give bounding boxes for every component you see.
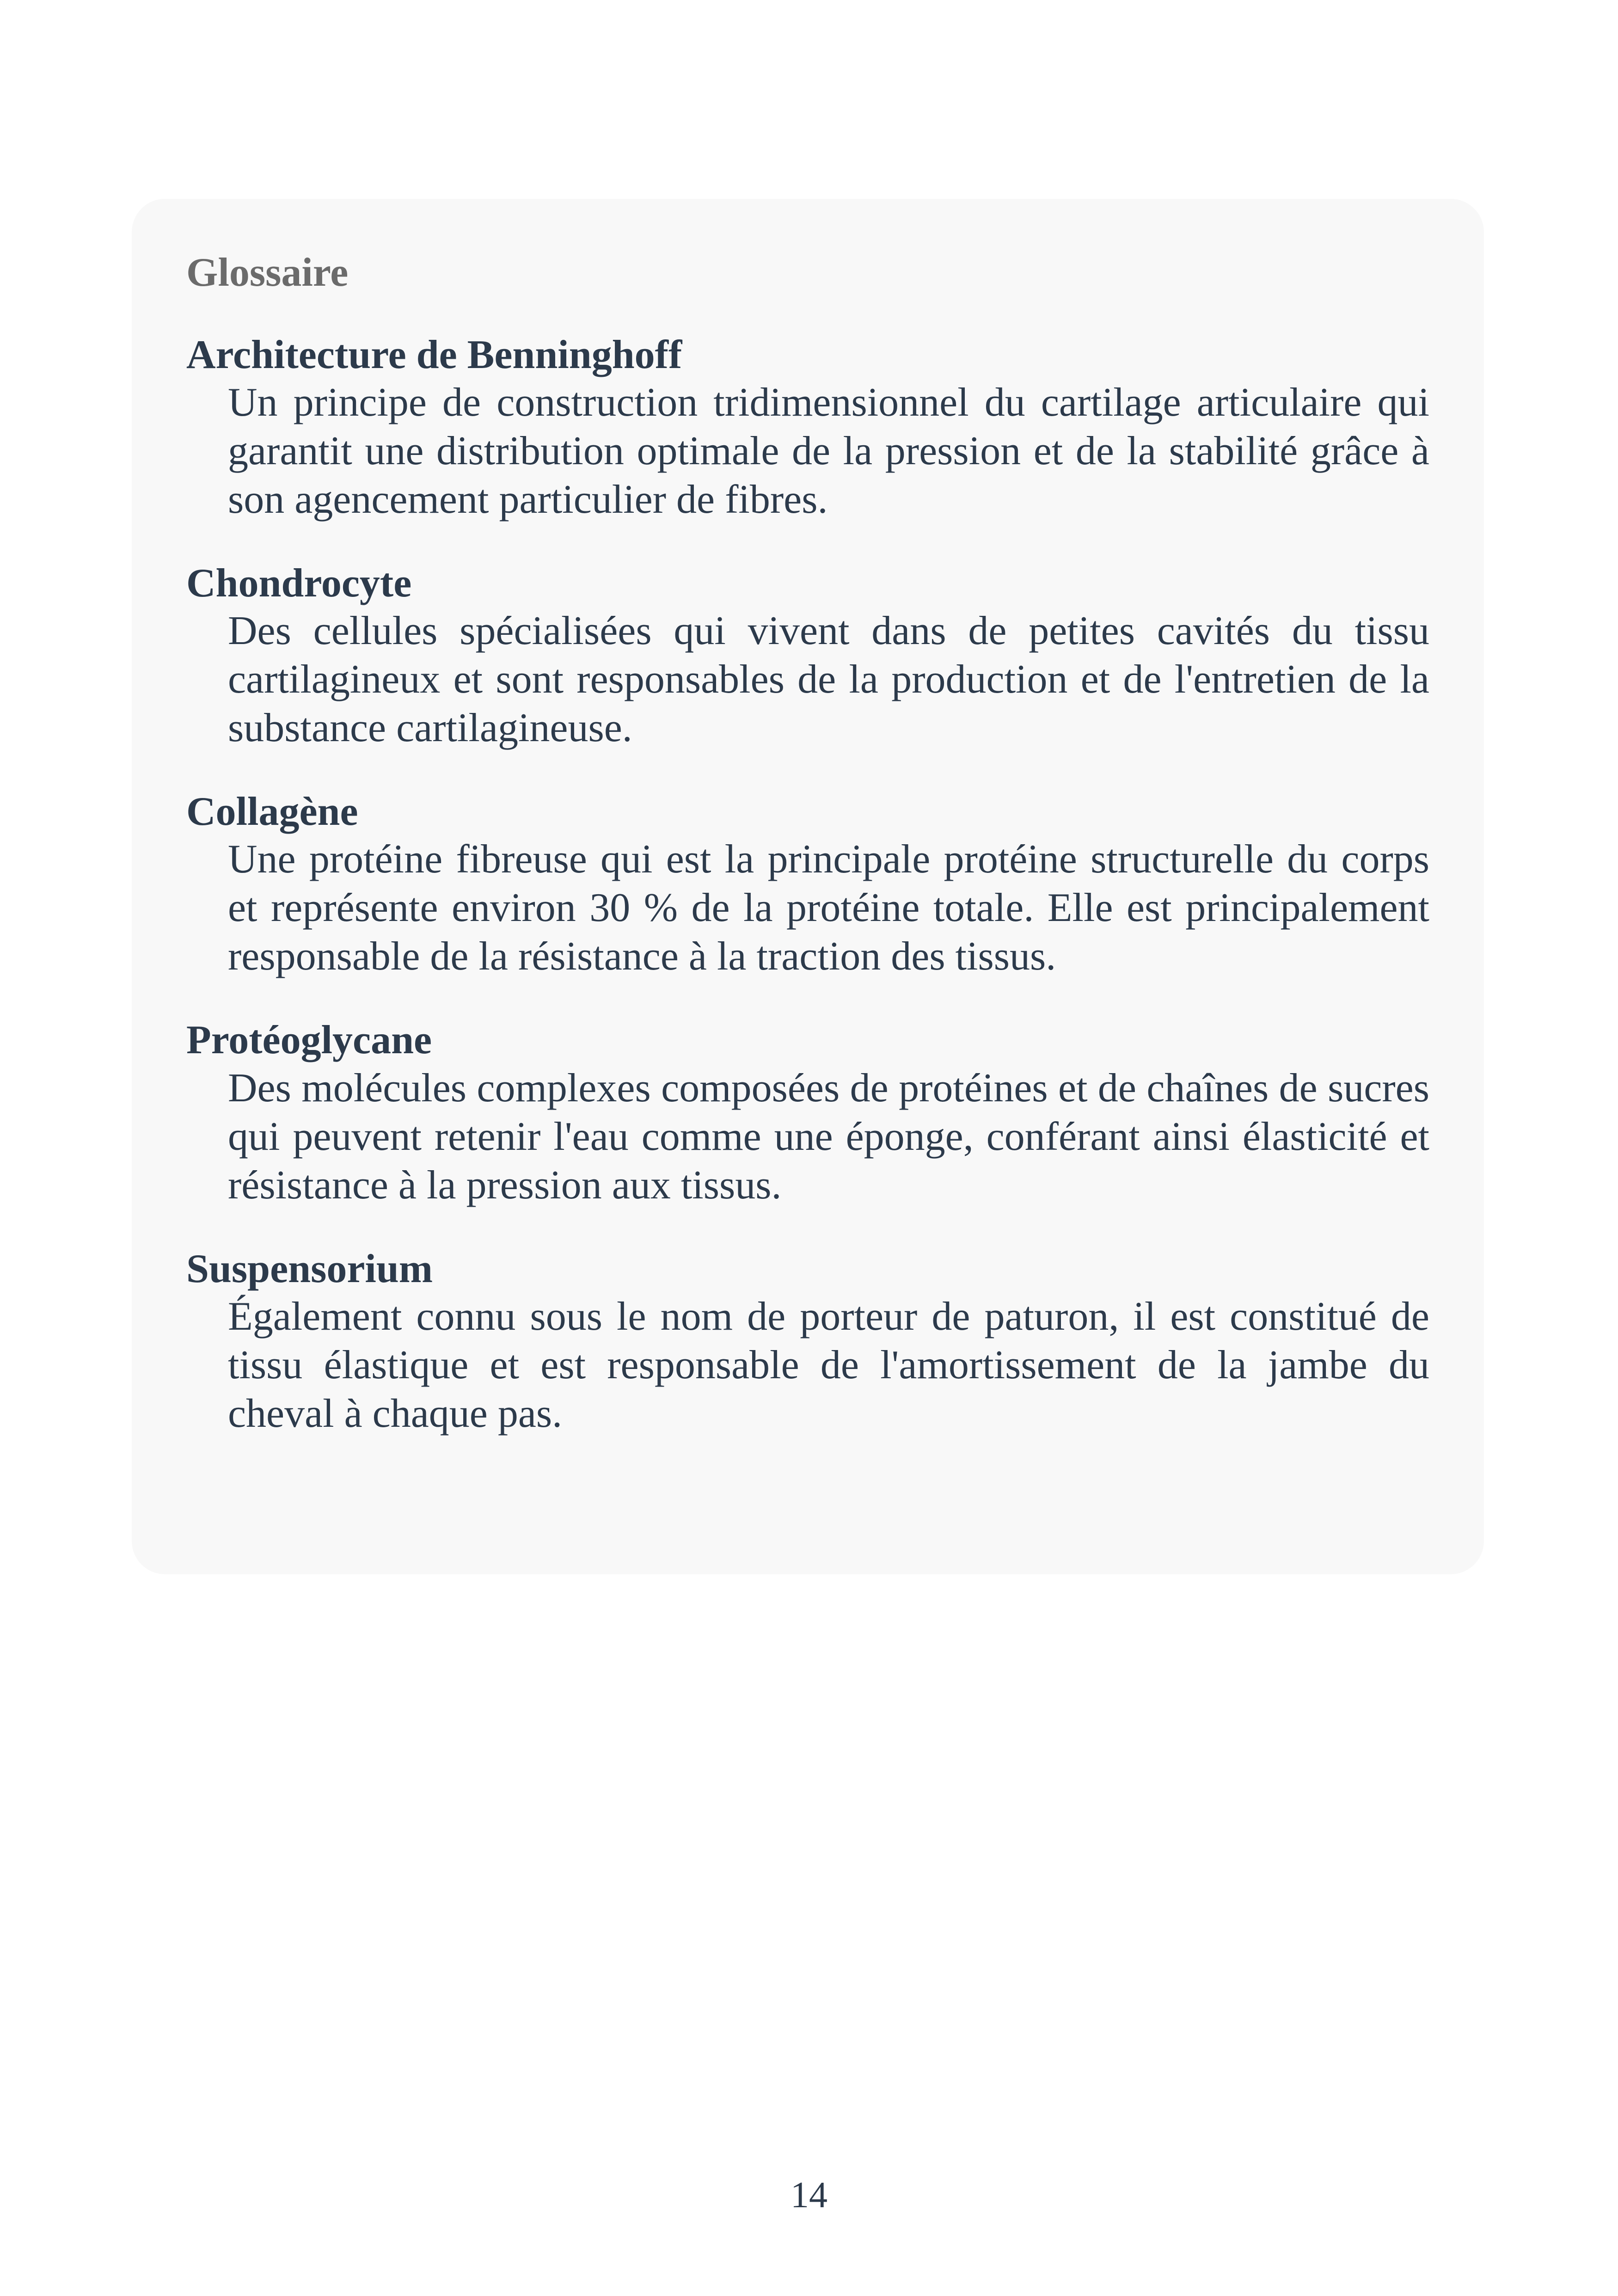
glossary-entry bbox=[186, 332, 1429, 524]
glossary-definition: Également connu sous le nom de porteur de paturon, il est constitué de tissu élastique et est responsable de l'amortissement de la jambe du cheval à chaque pas. bbox=[228, 1294, 1429, 1436]
glossary-term: Suspensorium bbox=[186, 1246, 433, 1291]
glossary-definition: Un principe de construction tridimensionnel du cartilage articulaire qui garantit une distribution optimale de la pression et de la stabilité grâce à son agencement particulier de fibres. bbox=[228, 380, 1429, 522]
glossary-entry bbox=[186, 788, 1429, 981]
glossary-entry bbox=[186, 1017, 1429, 1209]
glossary-definition: Des molécules complexes composées de protéines et de chaînes de sucres qui peuvent retenir l'eau comme une éponge, conférant ainsi élasticité et résistance à la pression aux tissus. bbox=[228, 1065, 1429, 1208]
glossary-entry bbox=[186, 1246, 1429, 1438]
page-number: 14 bbox=[791, 2175, 827, 2216]
glossary-box bbox=[132, 199, 1484, 1574]
glossary-term: Architecture de Benninghoff bbox=[186, 332, 682, 377]
glossary-term: Chondrocyte bbox=[186, 560, 412, 606]
glossary-title: Glossaire bbox=[186, 250, 349, 295]
glossary-term: Collagène bbox=[186, 789, 358, 835]
glossary-definition: Une protéine fibreuse qui est la principale protéine structurelle du corps et représente environ 30 % de la protéine totale. Elle est principalement responsable de la résistance à la traction des tissus. bbox=[228, 837, 1429, 979]
glossary-definition: Des cellules spécialisées qui vivent dans de petites cavités du tissu cartilagineux et sont responsables de la production et de l'entretien de la substance cartilagineuse. bbox=[228, 608, 1429, 751]
glossary-term: Protéoglycane bbox=[186, 1018, 432, 1063]
glossary-entry bbox=[186, 560, 1429, 752]
